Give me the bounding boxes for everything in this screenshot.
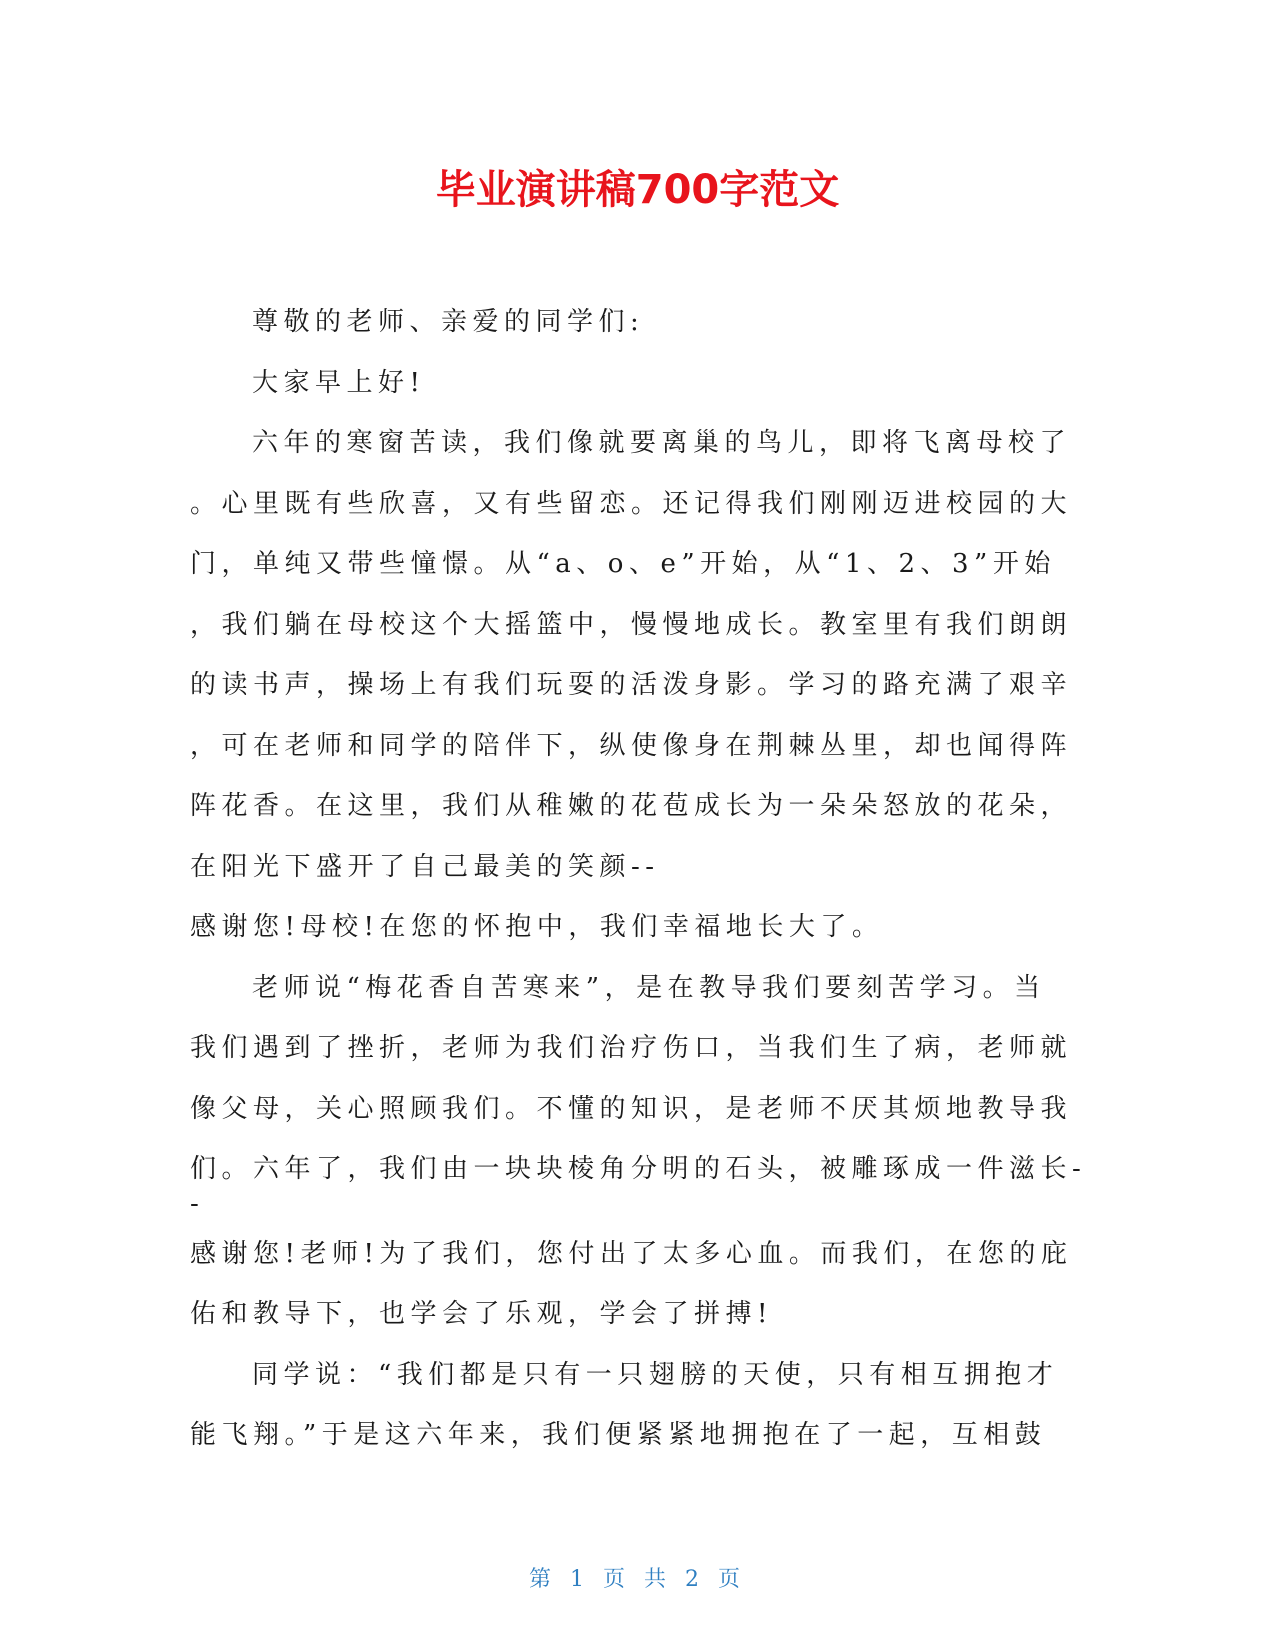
page-number-footer: 第 1 页 共 2 页 xyxy=(529,1567,746,1592)
text-line: ，可在老师和同学的陪伴下，纵使像身在荆棘丛里，却也闻得阵 xyxy=(190,730,1073,761)
text-line: 大家早上好! xyxy=(252,367,426,398)
text-line: 尊敬的老师、亲爱的同学们: xyxy=(252,307,645,337)
text-line: 老师说“梅花香自苦寒来”，是在教导我们要刻苦学习。当 xyxy=(252,972,1046,1003)
text-line: 像父母，关心照顾我们。不懂的知识，是老师不厌其烦地教导我 xyxy=(190,1093,1073,1124)
text-line: 。心里既有些欣喜，又有些留恋。还记得我们刚刚迈进校园的大 xyxy=(190,488,1073,519)
text-line: 同学说：“我们都是只有一只翅膀的天使，只有相互拥抱才 xyxy=(252,1359,1059,1390)
text-line: - xyxy=(190,1188,205,1219)
text-line: 感谢您!母校!在您的怀抱中，我们幸福地长大了。 xyxy=(190,912,884,942)
text-line: 能飞翔。”于是这六年来，我们便紧紧地拥抱在了一起，互相鼓 xyxy=(190,1420,1047,1450)
text-line: 佑和教导下，也学会了乐观，学会了拼搏! xyxy=(190,1299,773,1329)
text-line: 感谢您!老师!为了我们，您付出了太多心血。而我们，在您的庇 xyxy=(190,1238,1073,1269)
text-line: 在阳光下盛开了自己最美的笑颜-- xyxy=(190,851,660,882)
text-line: ，我们躺在母校这个大摇篮中，慢慢地成长。教室里有我们朗朗 xyxy=(190,609,1073,640)
page-title: 毕业演讲稿700字范文 xyxy=(435,167,840,213)
text-line: 门，单纯又带些憧憬。从“a、o、e”开始，从“1、2、3”开始 xyxy=(190,549,1056,579)
text-line: 们。六年了，我们由一块块棱角分明的石头，被雕琢成一件滋长- xyxy=(190,1154,1087,1184)
text-line: 我们遇到了挫折，老师为我们治疗伤口，当我们生了病，老师就 xyxy=(190,1033,1073,1063)
text-line: 六年的寒窗苦读，我们像就要离巢的鸟儿，即将飞离母校了 xyxy=(252,428,1072,458)
text-line: 的读书声，操场上有我们玩耍的活泼身影。学习的路充满了艰辛 xyxy=(190,670,1073,700)
document-body xyxy=(190,292,1087,1466)
text-line: 阵花香。在这里，我们从稚嫩的花苞成长为一朵朵怒放的花朵， xyxy=(190,791,1073,821)
